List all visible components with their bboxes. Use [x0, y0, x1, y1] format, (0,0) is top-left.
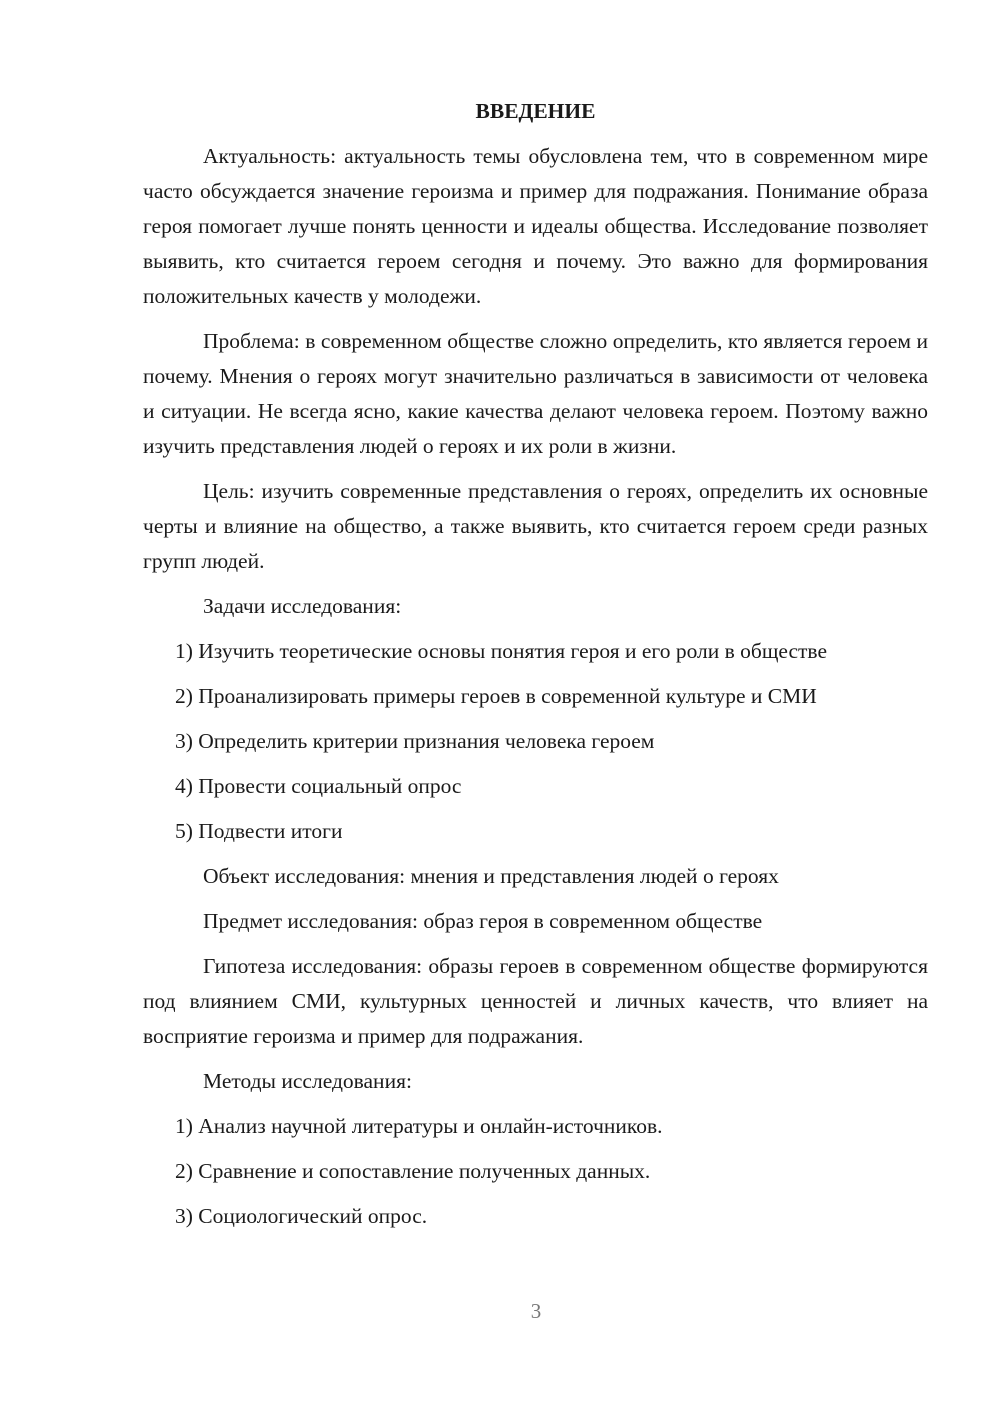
task-item-5: 5) Подвести итоги: [175, 819, 343, 843]
task-item-1: 1) Изучить теоретические основы понятия героя и его роли в обществе: [175, 639, 828, 663]
section-title: ВВЕДЕНИЕ: [475, 99, 596, 123]
page-number: 3: [530, 1299, 542, 1323]
methods-heading: Методы исследования:: [203, 1069, 412, 1093]
task-item-2: 2) Проанализировать примеры героев в современной культуре и СМИ: [175, 684, 817, 708]
hypothesis-paragraph: Гипотеза исследования: образы героев в современном обществе формируются под влиянием СМИ, культурных ценностей и личных качеств, что влияет на восприятие героизма и пример для подражания.: [143, 954, 928, 1048]
document-page: [143, 94, 928, 1244]
goal-paragraph: Цель: изучить современные представления о героях, определить их основные черты и влияние на общество, а также выявить, кто считается героем среди разных групп людей.: [143, 479, 928, 573]
tasks-list: [143, 634, 928, 849]
task-item-4: 4) Провести социальный опрос: [175, 774, 462, 798]
methods-list: [143, 1109, 928, 1234]
tasks-heading: Задачи исследования:: [203, 594, 402, 618]
task-item-3: 3) Определить критерии признания человека героем: [175, 729, 655, 753]
object-line: Объект исследования: мнения и представления людей о героях: [203, 864, 779, 888]
method-item-3: 3) Социологический опрос.: [175, 1204, 428, 1228]
method-item-1: 1) Анализ научной литературы и онлайн-источников.: [175, 1114, 663, 1138]
subject-line: Предмет исследования: образ героя в современном обществе: [203, 909, 763, 933]
relevance-paragraph: Актуальность: актуальность темы обусловлена тем, что в современном мире часто обсуждается значение героизма и пример для подражания. Понимание образа героя помогает лучше понять ценности и идеалы общества. Исследование позволяет выявить, кто считается героем сегодня и почему. Это важно для формирования положительных качеств у молодежи.: [143, 144, 928, 308]
method-item-2: 2) Сравнение и сопоставление полученных данных.: [175, 1159, 651, 1183]
problem-paragraph: Проблема: в современном обществе сложно определить, кто является героем и почему. Мнения о героях могут значительно различаться в зависимости от человека и ситуации. Не всегда ясно, какие качества делают человека героем. Поэтому важно изучить представления людей о героях и их роли в жизни.: [143, 329, 928, 458]
